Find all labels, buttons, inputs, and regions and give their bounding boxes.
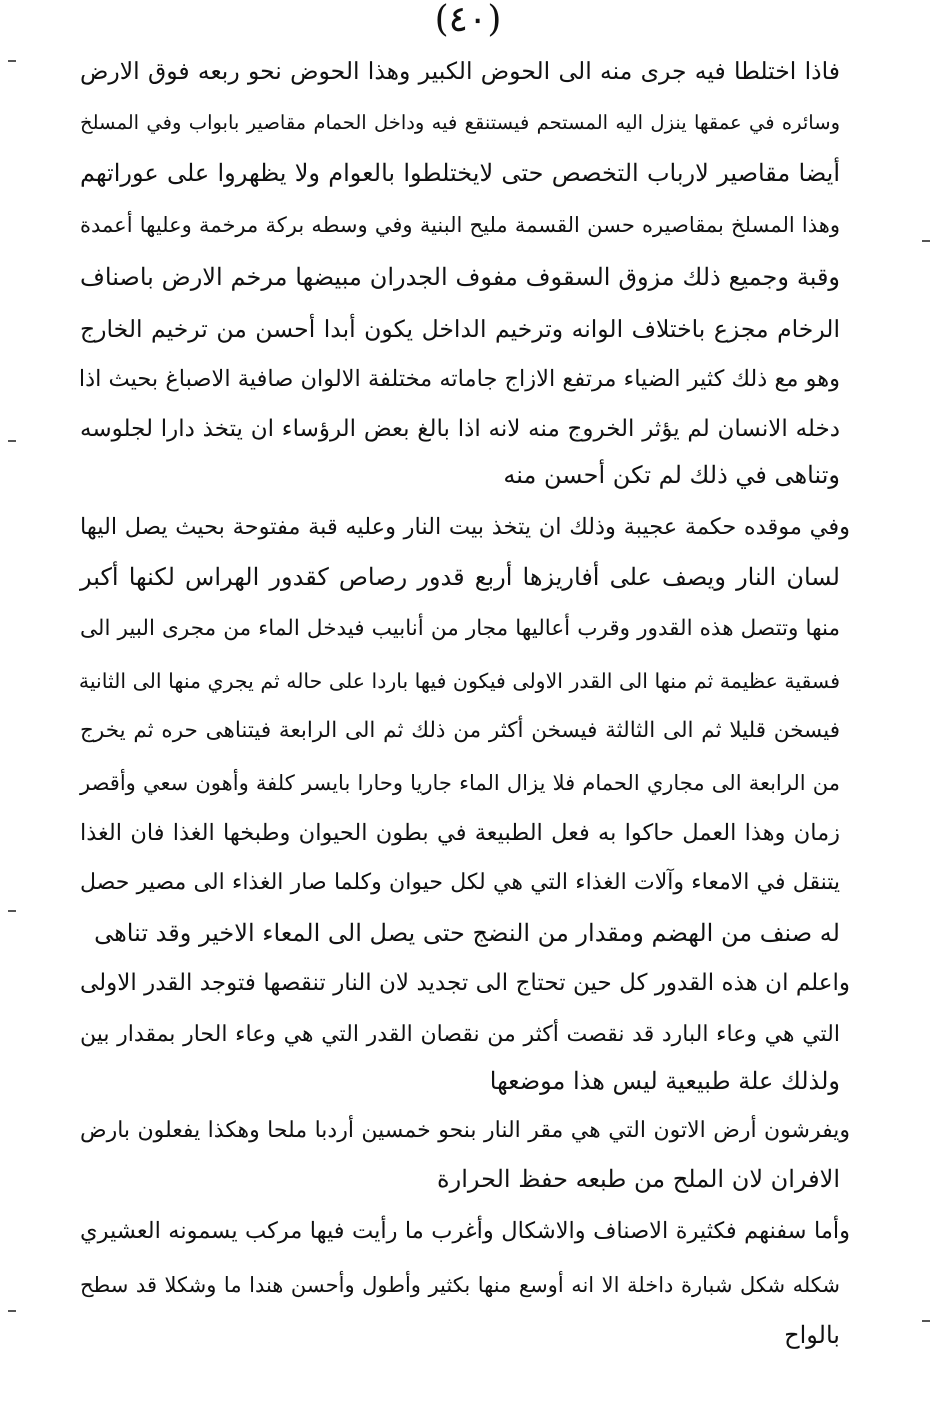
text-line: التي هي وعاء البارد قد نقصت أكثر من نقصان القدر التي هي وعاء الحار بمقدار بين (80, 1022, 840, 1047)
text-line: فسقية عظيمة ثم منها الى القدر الاولى فيكون فيها باردا على حاله ثم يجري منها الى الثانية (78, 669, 840, 693)
text-line: فاذا اختلطا فيه جرى منه الى الحوض الكبير وهذا الحوض نحو ربعه فوق الارض (80, 57, 840, 85)
text-line: يتنقل في الامعاء وآلات الغذاء التي هي لكل حيوان وكلما صار الغذاء الى مصير حصل (80, 870, 840, 895)
margin-tick (8, 440, 16, 442)
text-line: وهذا المسلخ بمقاصيره حسن القسمة مليح البنية وفي وسطه بركة مرخمة وعليها أعمدة (80, 213, 840, 237)
page-number: (٤٠) (434, 0, 502, 40)
text-line: الرخام مجزع باختلاف الوانه وترخيم الداخل يكون أبدا أحسن من ترخيم الخارج (80, 315, 840, 343)
text-line: زمان وهذا العمل حاكوا به فعل الطبيعة في بطون الحيوان وطبخها الغذا فان الغذا (80, 820, 840, 846)
text-line: وفي موقده حكمة عجيبة وذلك ان يتخذ بيت النار وعليه قبة مفتوحة بحيث يصل اليها (80, 514, 850, 540)
text-line: وتناهى في ذلك لم تكن أحسن منه (503, 461, 840, 489)
margin-tick (8, 1310, 16, 1312)
margin-tick (922, 240, 930, 242)
margin-tick (8, 910, 16, 912)
text-line: دخله الانسان لم يؤثر الخروج منه لانه اذا بالغ بعض الرؤساء ان يتخذ دارا لجلوسه (80, 416, 840, 442)
text-line: بالواح (784, 1321, 840, 1349)
text-line: ويفرشون أرض الاتون التي هي مقر النار بنحو خمسين أردبا ملحا وهكذا يفعلون بارض (80, 1118, 850, 1143)
text-line: الافران لان الملح من طبعه حفظ الحرارة (437, 1165, 840, 1193)
text-line: فيسخن قليلا ثم الى الثالثة فيسخن أكثر من ذلك ثم الى الرابعة فيتناهى حره ثم يخرج (80, 718, 840, 743)
text-line: واعلم ان هذه القدور كل حين تحتاج الى تجديد لان النار تنقصها فتوجد القدر الاولى (80, 970, 850, 996)
text-line: ولذلك علة طبيعية ليس هذا موضعها (489, 1067, 840, 1095)
text-line: شكله شكل شبارة داخلة الا انه أوسع منها بكثير وأطول وأحسن هندا ما وشكلا قد سطح (80, 1273, 840, 1297)
text-line: وسائره في عمقها ينزل اليه المستحم فيستنقع فيه وداخل الحمام مقاصير بابواب وفي المسلخ (80, 111, 840, 134)
text-line: وهو مع ذلك كثير الضياء مرتفع الازاج جاماته مختلفة الالوان صافية الاصباغ بحيث اذا (78, 366, 840, 392)
margin-tick (922, 1320, 930, 1322)
text-line: منها وتتصل هذه القدور وقرب أعاليها مجار من أنابيب فيدخل الماء من مجرى البير الى (80, 616, 840, 641)
margin-tick (8, 60, 16, 62)
text-line: لسان النار ويصف على أفاريزها أربع قدور رصاص كقدور الهراس لكنها أكبر (80, 563, 840, 591)
text-line: وأما سفنهم فكثيرة الاصناف والاشكال وأغرب ما رأيت فيها مركب يسمونه العشيري (80, 1218, 850, 1244)
text-line: له صنف من الهضم ومقدار من النضج حتى يصل الى المعاء الاخير وقد تناهى (94, 919, 840, 947)
text-line: من الرابعة الى مجاري الحمام فلا يزال الماء جاريا وحارا بايسر كلفة وأهون سعي وأقصر (80, 771, 840, 795)
text-line: وقبة وجميع ذلك مزوق السقوف مفوف الجدران مبيضها مرخم الارض باصناف (80, 263, 840, 291)
text-line: أيضا مقاصير لارباب التخصص حتى لايختلطوا بالعوام ولا يظهروا على عوراتهم (80, 159, 840, 187)
